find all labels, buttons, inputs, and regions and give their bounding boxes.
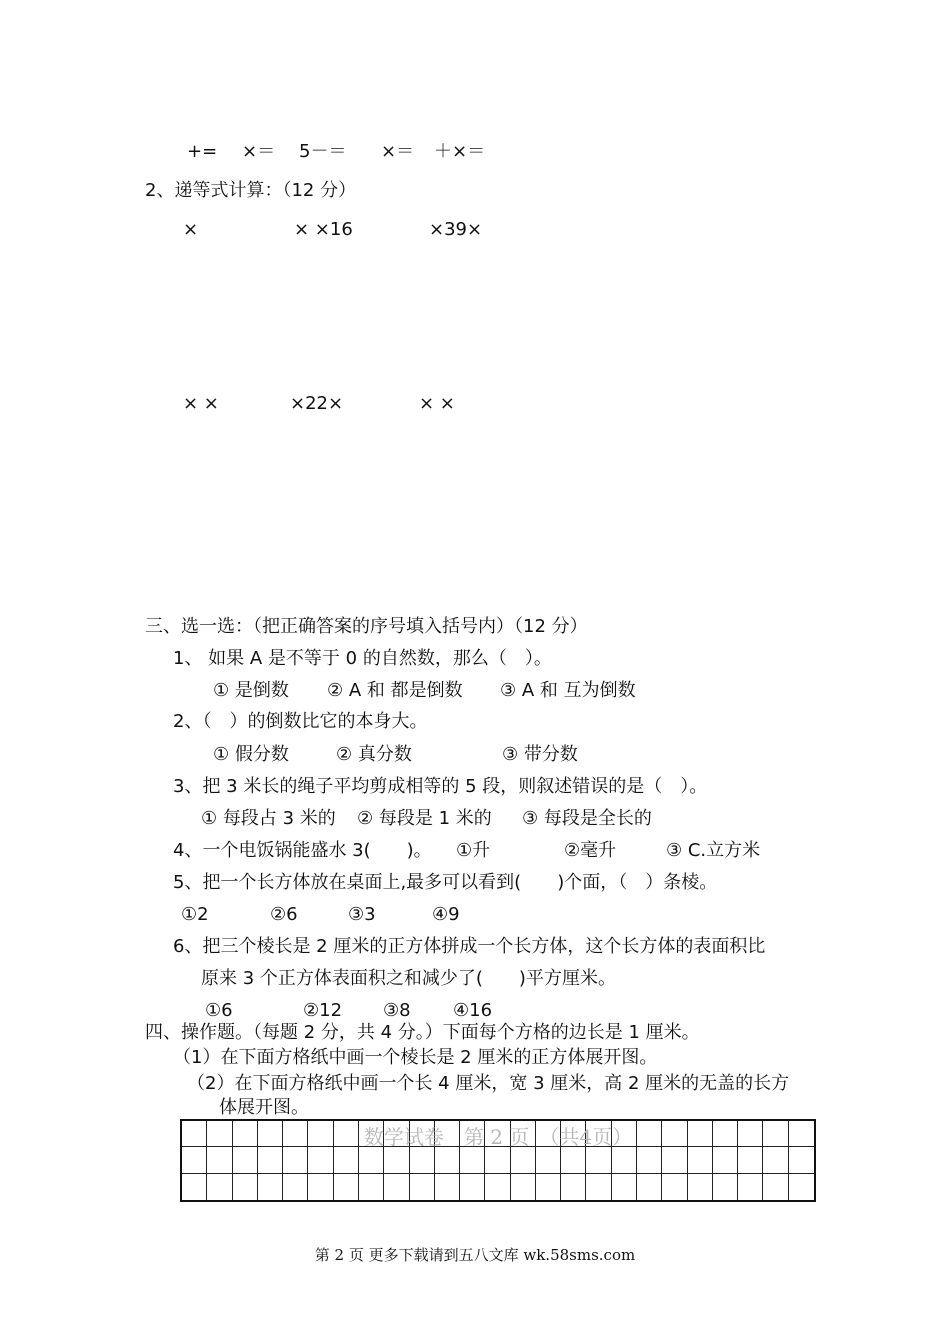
question-1: 1、 如果 A 是不等于 0 的自然数，那么（ ）。 (173, 648, 552, 669)
grid-cell (359, 1147, 384, 1173)
q5-option-4: ④9 (432, 904, 460, 925)
grid-cell (283, 1147, 308, 1173)
calc-item-5: ＋×＝ (434, 141, 486, 162)
grid-cell (511, 1174, 536, 1200)
grid-cell (207, 1147, 232, 1173)
grid-cell (308, 1147, 333, 1173)
q4-option-2: ②毫升 (564, 840, 617, 861)
calc2-row2-item-1: × × (183, 393, 219, 414)
grid-cell (308, 1174, 333, 1200)
calc2-row1-item-3: ×39× (429, 219, 483, 240)
q1-option-3: ③ A 和 互为倒数 (500, 680, 636, 701)
q2-option-3: ③ 带分数 (502, 744, 578, 765)
watermark: 数学试卷 第 2 页 （共4页） (363, 1125, 633, 1149)
grid-cell (283, 1174, 308, 1200)
question-6-line2: 原来 3 个正方体表面积之和减少了( )平方厘米。 (201, 968, 616, 989)
q2-option-1: ① 假分数 (213, 744, 289, 765)
q1-option-2: ② A 和 都是倒数 (327, 680, 463, 701)
q1-option-1: ① 是倒数 (213, 680, 289, 701)
grid-cell (586, 1147, 611, 1173)
q3-option-3: ③ 每段是全长的 (522, 808, 652, 829)
section4-item-2-line1: （2）在下面方格纸中画一个长 4 厘米，宽 3 厘米，高 2 厘米的无盖的长方 (187, 1073, 790, 1094)
calc2-row2-item-2: ×22× (290, 393, 344, 414)
question-4: 4、一个电饭锅能盛水 3( )。 (173, 840, 432, 861)
q6-option-1: ①6 (205, 1000, 233, 1021)
grid-cell (789, 1174, 814, 1200)
grid-cell (485, 1174, 510, 1200)
grid-cell (662, 1174, 687, 1200)
calc-item-2: ×＝ (242, 141, 276, 162)
calc2-row2-item-3: × × (419, 393, 455, 414)
grid-cell (359, 1174, 384, 1200)
q4-option-3: ③ C.立方米 (666, 840, 761, 861)
grid-cell (713, 1174, 738, 1200)
calc2-row1-item-2: × ×16 (294, 219, 353, 240)
grid-cell (233, 1174, 258, 1200)
section2-heading: 2、递等式计算：（12 分） (145, 180, 357, 201)
grid-cell (435, 1147, 460, 1173)
q6-option-2: ②12 (303, 1000, 343, 1021)
grid-cell (586, 1174, 611, 1200)
grid-cell (410, 1174, 435, 1200)
q2-option-2: ② 真分数 (336, 744, 412, 765)
grid-cell (182, 1147, 207, 1173)
grid-cell (713, 1147, 738, 1173)
grid-cell (738, 1174, 763, 1200)
q5-option-2: ②6 (270, 904, 298, 925)
grid-cell (207, 1174, 232, 1200)
grid-cell (410, 1147, 435, 1173)
section4-heading: 四、操作题。（每题 2 分，共 4 分。）下面每个方格的边长是 1 厘米。 (145, 1022, 700, 1043)
section3-heading: 三、选一选：（把正确答案的序号填入括号内）（12 分） (145, 616, 588, 637)
question-2: 2、（ ）的倒数比它的本身大。 (173, 711, 428, 732)
question-5: 5、把一个长方体放在桌面上,最多可以看到( )个面，（ ）条棱。 (173, 872, 718, 893)
grid-cell (763, 1147, 788, 1173)
q6-option-4: ④16 (453, 1000, 493, 1021)
grid-cell (435, 1174, 460, 1200)
grid-cell (536, 1147, 561, 1173)
grid-cell (511, 1147, 536, 1173)
grid-cell (637, 1147, 662, 1173)
q3-option-2: ② 每段是 1 米的 (357, 808, 492, 829)
grid-cell (258, 1174, 283, 1200)
question-3: 3、把 3 米长的绳子平均剪成相等的 5 段，则叙述错误的是（ ）。 (173, 776, 708, 797)
grid-cell (460, 1147, 485, 1173)
grid-cell (334, 1174, 359, 1200)
q4-option-1: ①升 (456, 840, 491, 861)
grid-cell (789, 1147, 814, 1173)
q5-option-1: ①2 (181, 904, 209, 925)
q5-option-3: ③3 (348, 904, 376, 925)
grid-cell (384, 1147, 409, 1173)
grid-cell (561, 1174, 586, 1200)
calc-item-1: += (187, 141, 218, 162)
grid-cell (637, 1174, 662, 1200)
grid-cell (612, 1174, 637, 1200)
grid-cell (460, 1174, 485, 1200)
grid-cell (662, 1147, 687, 1173)
question-6-line1: 6、把三个棱长是 2 厘米的正方体拼成一个长方体，这个长方体的表面积比 (173, 936, 766, 957)
grid-cell (536, 1174, 561, 1200)
grid-cell (485, 1147, 510, 1173)
section4-item-2-line2: 体展开图。 (219, 1097, 309, 1118)
grid-cell (738, 1147, 763, 1173)
grid-cell (688, 1147, 713, 1173)
calc2-row1-item-1: × (183, 219, 199, 240)
calc-item-4: ×＝ (381, 141, 415, 162)
grid-cell (612, 1147, 637, 1173)
grid-cell (233, 1147, 258, 1173)
page-footer: 第 2 页 更多下载请到五八文库 wk.58sms.com (314, 1246, 636, 1264)
section4-item-1: （1）在下面方格纸中画一个棱长是 2 厘米的正方体展开图。 (173, 1047, 658, 1068)
grid-cell (334, 1147, 359, 1173)
q6-option-3: ③8 (383, 1000, 411, 1021)
grid-cell (384, 1174, 409, 1200)
grid-cell (688, 1174, 713, 1200)
grid-cell (561, 1147, 586, 1173)
grid-cell (258, 1147, 283, 1173)
calc-item-3: 5－＝ (299, 141, 347, 162)
grid-cell (763, 1174, 788, 1200)
q3-option-1: ① 每段占 3 米的 (201, 808, 336, 829)
grid-cell (182, 1174, 207, 1200)
